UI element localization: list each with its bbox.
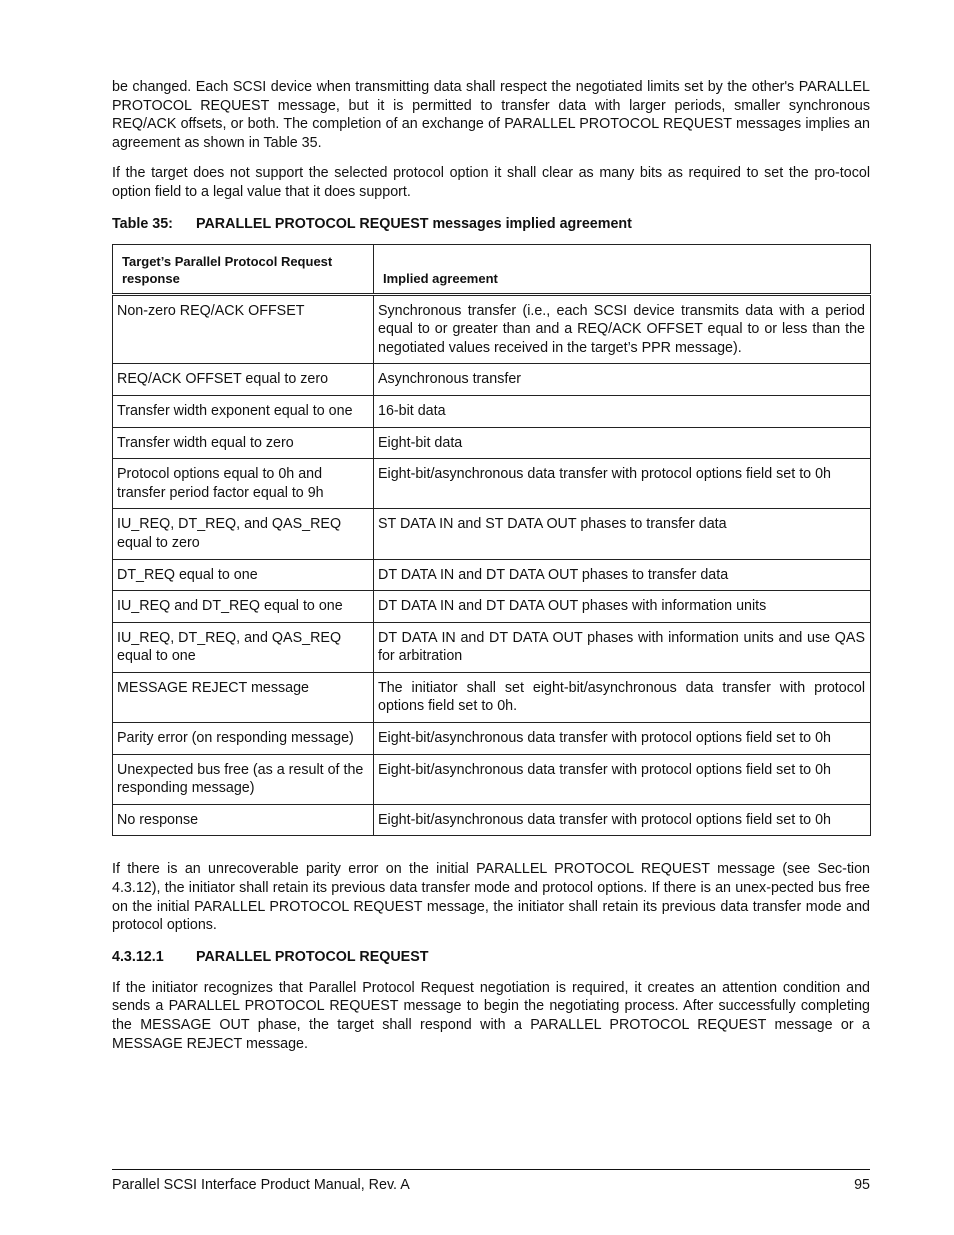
table-cell-agreement: Asynchronous transfer	[374, 364, 871, 396]
table-row	[113, 622, 871, 672]
table-cell-response: IU_REQ and DT_REQ equal to one	[113, 591, 374, 623]
table-cell-response: Transfer width exponent equal to one	[113, 395, 374, 427]
table-row	[113, 294, 871, 364]
table-cell-agreement: ST DATA IN and ST DATA OUT phases to transfer data	[374, 509, 871, 559]
table-cell-response: REQ/ACK OFFSET equal to zero	[113, 364, 374, 396]
table-cell-agreement: 16-bit data	[374, 395, 871, 427]
table-cell-response: Unexpected bus free (as a result of the responding message)	[113, 754, 374, 804]
table-cell-agreement: Eight-bit/asynchronous data transfer with protocol options field set to 0h	[374, 459, 871, 509]
table-cell-response: IU_REQ, DT_REQ, and QAS_REQ equal to zero	[113, 509, 374, 559]
page-content	[112, 78, 870, 1065]
table-row	[113, 559, 871, 591]
table-cell-response: No response	[113, 804, 374, 836]
after-table-paragraph: If there is an unrecoverable parity error on the initial PARALLEL PROTOCOL REQUEST message (see Sec-tion 4.3.12), the initiator shall retain its previous data transfer mode and protocol options. If there is an unex-pected bus free on the initial PARALLEL PROTOCOL REQUEST message, the initiator shall retain its previous data transfer mode and protocol options.	[112, 861, 870, 934]
footer-page-number: 95	[854, 1177, 870, 1193]
table-caption	[112, 216, 870, 232]
table-cell-agreement: Eight-bit/asynchronous data transfer with protocol options field set to 0h	[374, 723, 871, 755]
table-cell-response: Transfer width equal to zero	[113, 427, 374, 459]
table-cell-response: Protocol options equal to 0h and transfer period factor equal to 9h	[113, 459, 374, 509]
implied-agreement-table	[112, 244, 871, 837]
section-paragraph: If the initiator recognizes that Parallel Protocol Request negotiation is required, it creates an attention condition and sends a PARALLEL PROTOCOL REQUEST message to begin the negotiating process. After successfully completing the MESSAGE OUT phase, the target shall respond with a PARALLEL PROTOCOL REQUEST message or a MESSAGE REJECT message.	[112, 979, 870, 1052]
table-cell-agreement: Eight-bit/asynchronous data transfer with protocol options field set to 0h	[374, 804, 871, 836]
table-cell-response: MESSAGE REJECT message	[113, 672, 374, 722]
table-row	[113, 591, 871, 623]
section-heading	[112, 949, 870, 965]
table-cell-agreement: Eight-bit/asynchronous data transfer with protocol options field set to 0h	[374, 754, 871, 804]
page-footer	[112, 1169, 870, 1193]
table-header-row	[113, 244, 871, 294]
table-row	[113, 509, 871, 559]
table-cell-agreement: Eight-bit data	[374, 427, 871, 459]
table-caption-number: Table 35:	[112, 215, 173, 232]
table-row	[113, 364, 871, 396]
table-row	[113, 459, 871, 509]
table-row	[113, 754, 871, 804]
table-cell-response: DT_REQ equal to one	[113, 559, 374, 591]
intro-paragraph-1: be changed. Each SCSI device when transmitting data shall respect the negotiated limits set by the other's PARALLEL PROTOCOL REQUEST message, but it is permitted to transfer data with larger periods, smaller synchronous REQ/ACK offsets, or both. The completion of an exchange of PARALLEL PROTOCOL REQUEST messages implies an agreement as shown in Table 35.	[112, 79, 870, 151]
table-row	[113, 804, 871, 836]
table-cell-agreement: The initiator shall set eight-bit/asynchronous data transfer with protocol options field set to 0h.	[374, 672, 871, 722]
intro-paragraph-2: If the target does not support the selected protocol option it shall clear as many bits as required to set the pro-tocol option field to a legal value that it does support.	[112, 165, 870, 200]
table-row	[113, 395, 871, 427]
section-number: 4.3.12.1	[112, 948, 164, 965]
table-cell-agreement: DT DATA IN and DT DATA OUT phases with information units and use QAS for arbitration	[374, 622, 871, 672]
table-cell-agreement: DT DATA IN and DT DATA OUT phases to transfer data	[374, 559, 871, 591]
table-row	[113, 723, 871, 755]
footer-manual-title: Parallel SCSI Interface Product Manual, Rev. A	[112, 1177, 410, 1193]
table-cell-response: IU_REQ, DT_REQ, and QAS_REQ equal to one	[113, 622, 374, 672]
table-header-response: Target’s Parallel Protocol Request response	[113, 244, 374, 294]
table-cell-agreement: DT DATA IN and DT DATA OUT phases with information units	[374, 591, 871, 623]
table-cell-response: Parity error (on responding message)	[113, 723, 374, 755]
table-header-agreement: Implied agreement	[374, 244, 871, 294]
table-row	[113, 672, 871, 722]
table-caption-title: PARALLEL PROTOCOL REQUEST messages implied agreement	[196, 215, 632, 232]
table-cell-agreement: Synchronous transfer (i.e., each SCSI device transmits data with a period equal to or greater than and a REQ/ACK OFFSET equal to or less than the negotiated values received in the target’s PPR message).	[374, 294, 871, 364]
table-row	[113, 427, 871, 459]
table-cell-response: Non-zero REQ/ACK OFFSET	[113, 294, 374, 364]
section-title: PARALLEL PROTOCOL REQUEST	[196, 948, 429, 965]
